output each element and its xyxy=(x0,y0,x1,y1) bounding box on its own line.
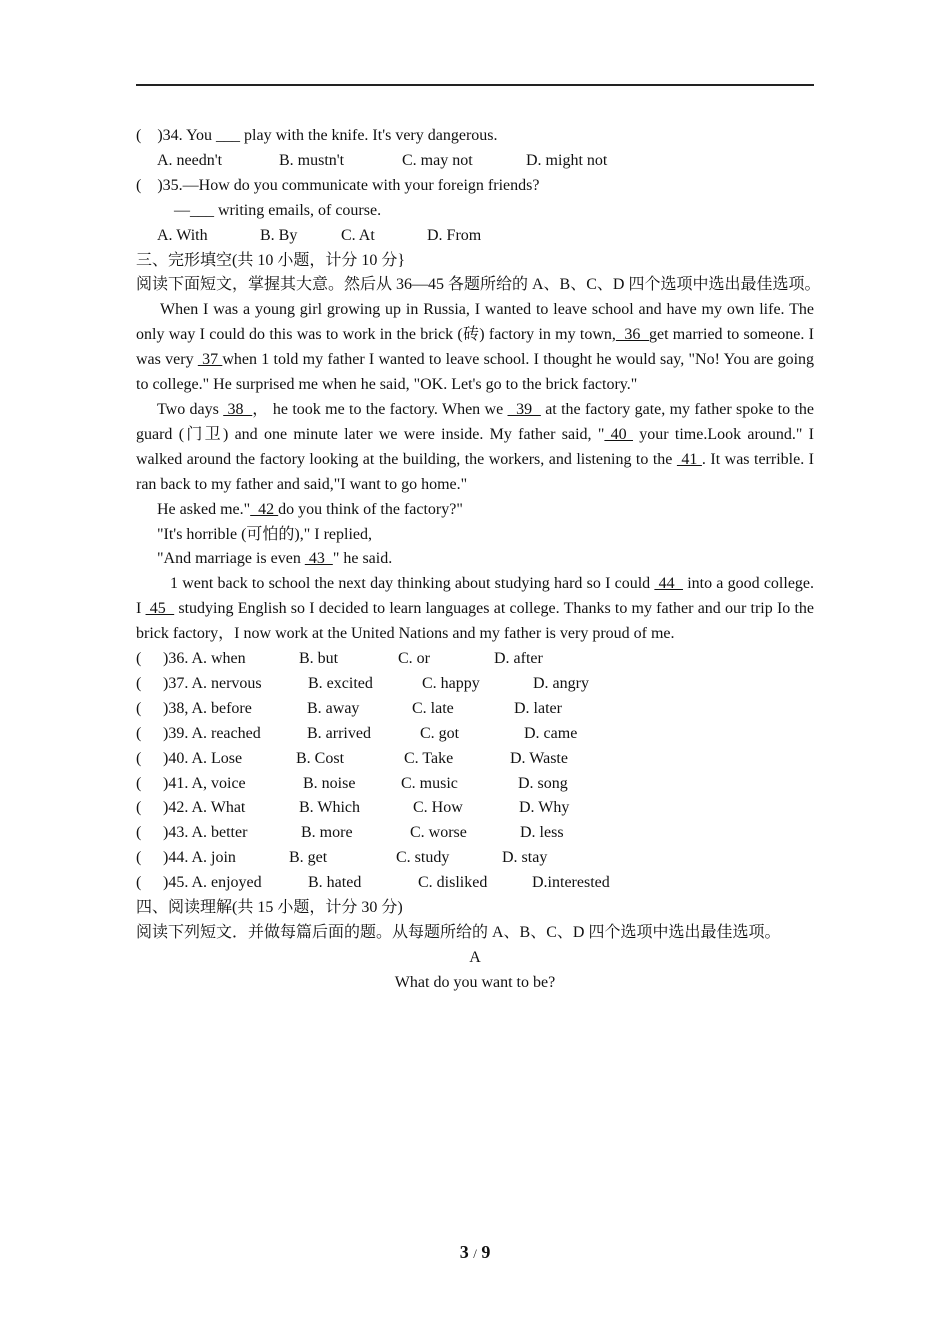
page-content xyxy=(136,124,821,996)
cloze-question: ( )39. A. reached B. arrived C. got D. came xyxy=(136,724,578,742)
option-d: D. might not xyxy=(526,151,608,169)
cloze-question: ( )42. A. What B. Which C. How D. Why xyxy=(136,799,570,817)
cloze-question-list xyxy=(136,647,814,896)
blank-43: 43 xyxy=(304,550,333,568)
cloze-paragraph-1: When I was a young girl growing up in Russia, I wanted to leave school and have my own life. The only way I could do this was to work in the brick (砖) factory in my town, 36 get married to someone. I was very 37 when 1 told my father I wanted to leave school. I thought he would say, "No! You are going to college." He surprised me when he said, "OK. Let's go to the brick factory." xyxy=(136,301,815,394)
option-c: C. At xyxy=(341,226,375,244)
blank-44: 44 xyxy=(654,575,683,593)
question-35-options xyxy=(136,224,814,249)
page-current: 3 xyxy=(459,1242,469,1262)
blank-36: 36 xyxy=(615,326,649,344)
option-a: A. needn't xyxy=(157,151,223,169)
cloze-question: ( )41. A, voice B. noise C. music D. song xyxy=(136,774,568,792)
section-4-heading: 四、阅读理解(共 15 小题，计分 30 分) xyxy=(136,899,403,917)
cloze-question: ( )44. A. join B. get C. study D. stay xyxy=(136,849,548,867)
cloze-paragraph-4: "It's horrible (可怕的)," I replied, xyxy=(157,525,373,543)
option-b: B. mustn't xyxy=(279,151,345,169)
page-separator: / xyxy=(473,1246,477,1261)
blank-45: 45 xyxy=(145,600,175,618)
blank-41: 41 xyxy=(676,450,702,468)
cloze-paragraph-5: "And marriage is even 43 " he said. xyxy=(157,550,393,568)
header-rule xyxy=(136,84,814,86)
blank-40: 40 xyxy=(604,425,633,443)
option-b: B. By xyxy=(260,226,298,244)
blank-39: 39 xyxy=(507,400,541,418)
question-34-options xyxy=(136,149,814,174)
question-34-stem: ( )34. You ___ play with the knife. It's very dangerous. xyxy=(136,127,498,144)
cloze-question: ( )37. A. nervous B. excited C. happy D. angry xyxy=(136,674,589,692)
passage-label: A xyxy=(469,948,481,966)
section-4-instruction: 阅读下列短文．并做每篇后面的题。从每题所给的 A、B、C、D 四个选项中选出最佳选项。 xyxy=(136,924,781,941)
question-35-stem: ( )35.—How do you communicate with your foreign friends? xyxy=(136,176,540,194)
option-a: A. With xyxy=(157,226,208,244)
cloze-question: ( )36. A. when B. but C. or D. after xyxy=(136,650,543,668)
passage-title: What do you want to be? xyxy=(394,973,556,991)
cloze-question: ( )43. A. better B. more C. worse D. less xyxy=(136,824,564,842)
blank-38: 38 xyxy=(223,400,253,418)
cloze-paragraph-3: He asked me." 42 do you think of the factory?" xyxy=(157,500,463,518)
cloze-paragraph-2: Two days 38 ， he took me to the factory. When we 39 at the factory gate, my father spoke to the guard (门卫) and one minute later we were inside. My father said, " 40 your time.Look around." I walked around the factory looking at the building, the workers, and listening to the 41 . It was terrible. I ran back to my father and said,"I want to go home." xyxy=(136,400,815,493)
section-3-heading: 三、完形填空(共 10 小题，计分 10 分} xyxy=(136,251,406,269)
cloze-paragraph-6: 1 went back to school the next day thinking about studying hard so I could 44 into a good college. I 45 studying English so I decided to learn languages at college. Thanks to my father and our trip Io the brick factory，I now work at the United Nations and my father is very proud of me. xyxy=(136,575,815,643)
option-c: C. may not xyxy=(402,151,473,169)
cloze-question: ( )40. A. Lose B. Cost C. Take D. Waste xyxy=(136,749,568,767)
page-total: 9 xyxy=(481,1242,491,1262)
question-35-answer-line: —___ writing emails, of course. xyxy=(174,201,382,219)
blank-42: 42 xyxy=(250,500,279,518)
section-3-instruction: 阅读下面短文，掌握其大意。然后从 36—45 各题所给的 A、B、C、D 四个选项中选出最佳选项。 xyxy=(136,276,821,294)
page-number xyxy=(0,1242,950,1263)
blank-37: 37 xyxy=(197,351,223,369)
cloze-question: ( )45. A. enjoyed B. hated C. disliked D.interested xyxy=(136,874,610,892)
cloze-question: ( )38, A. before B. away C. late D. later xyxy=(136,699,562,717)
option-d: D. From xyxy=(427,226,482,244)
